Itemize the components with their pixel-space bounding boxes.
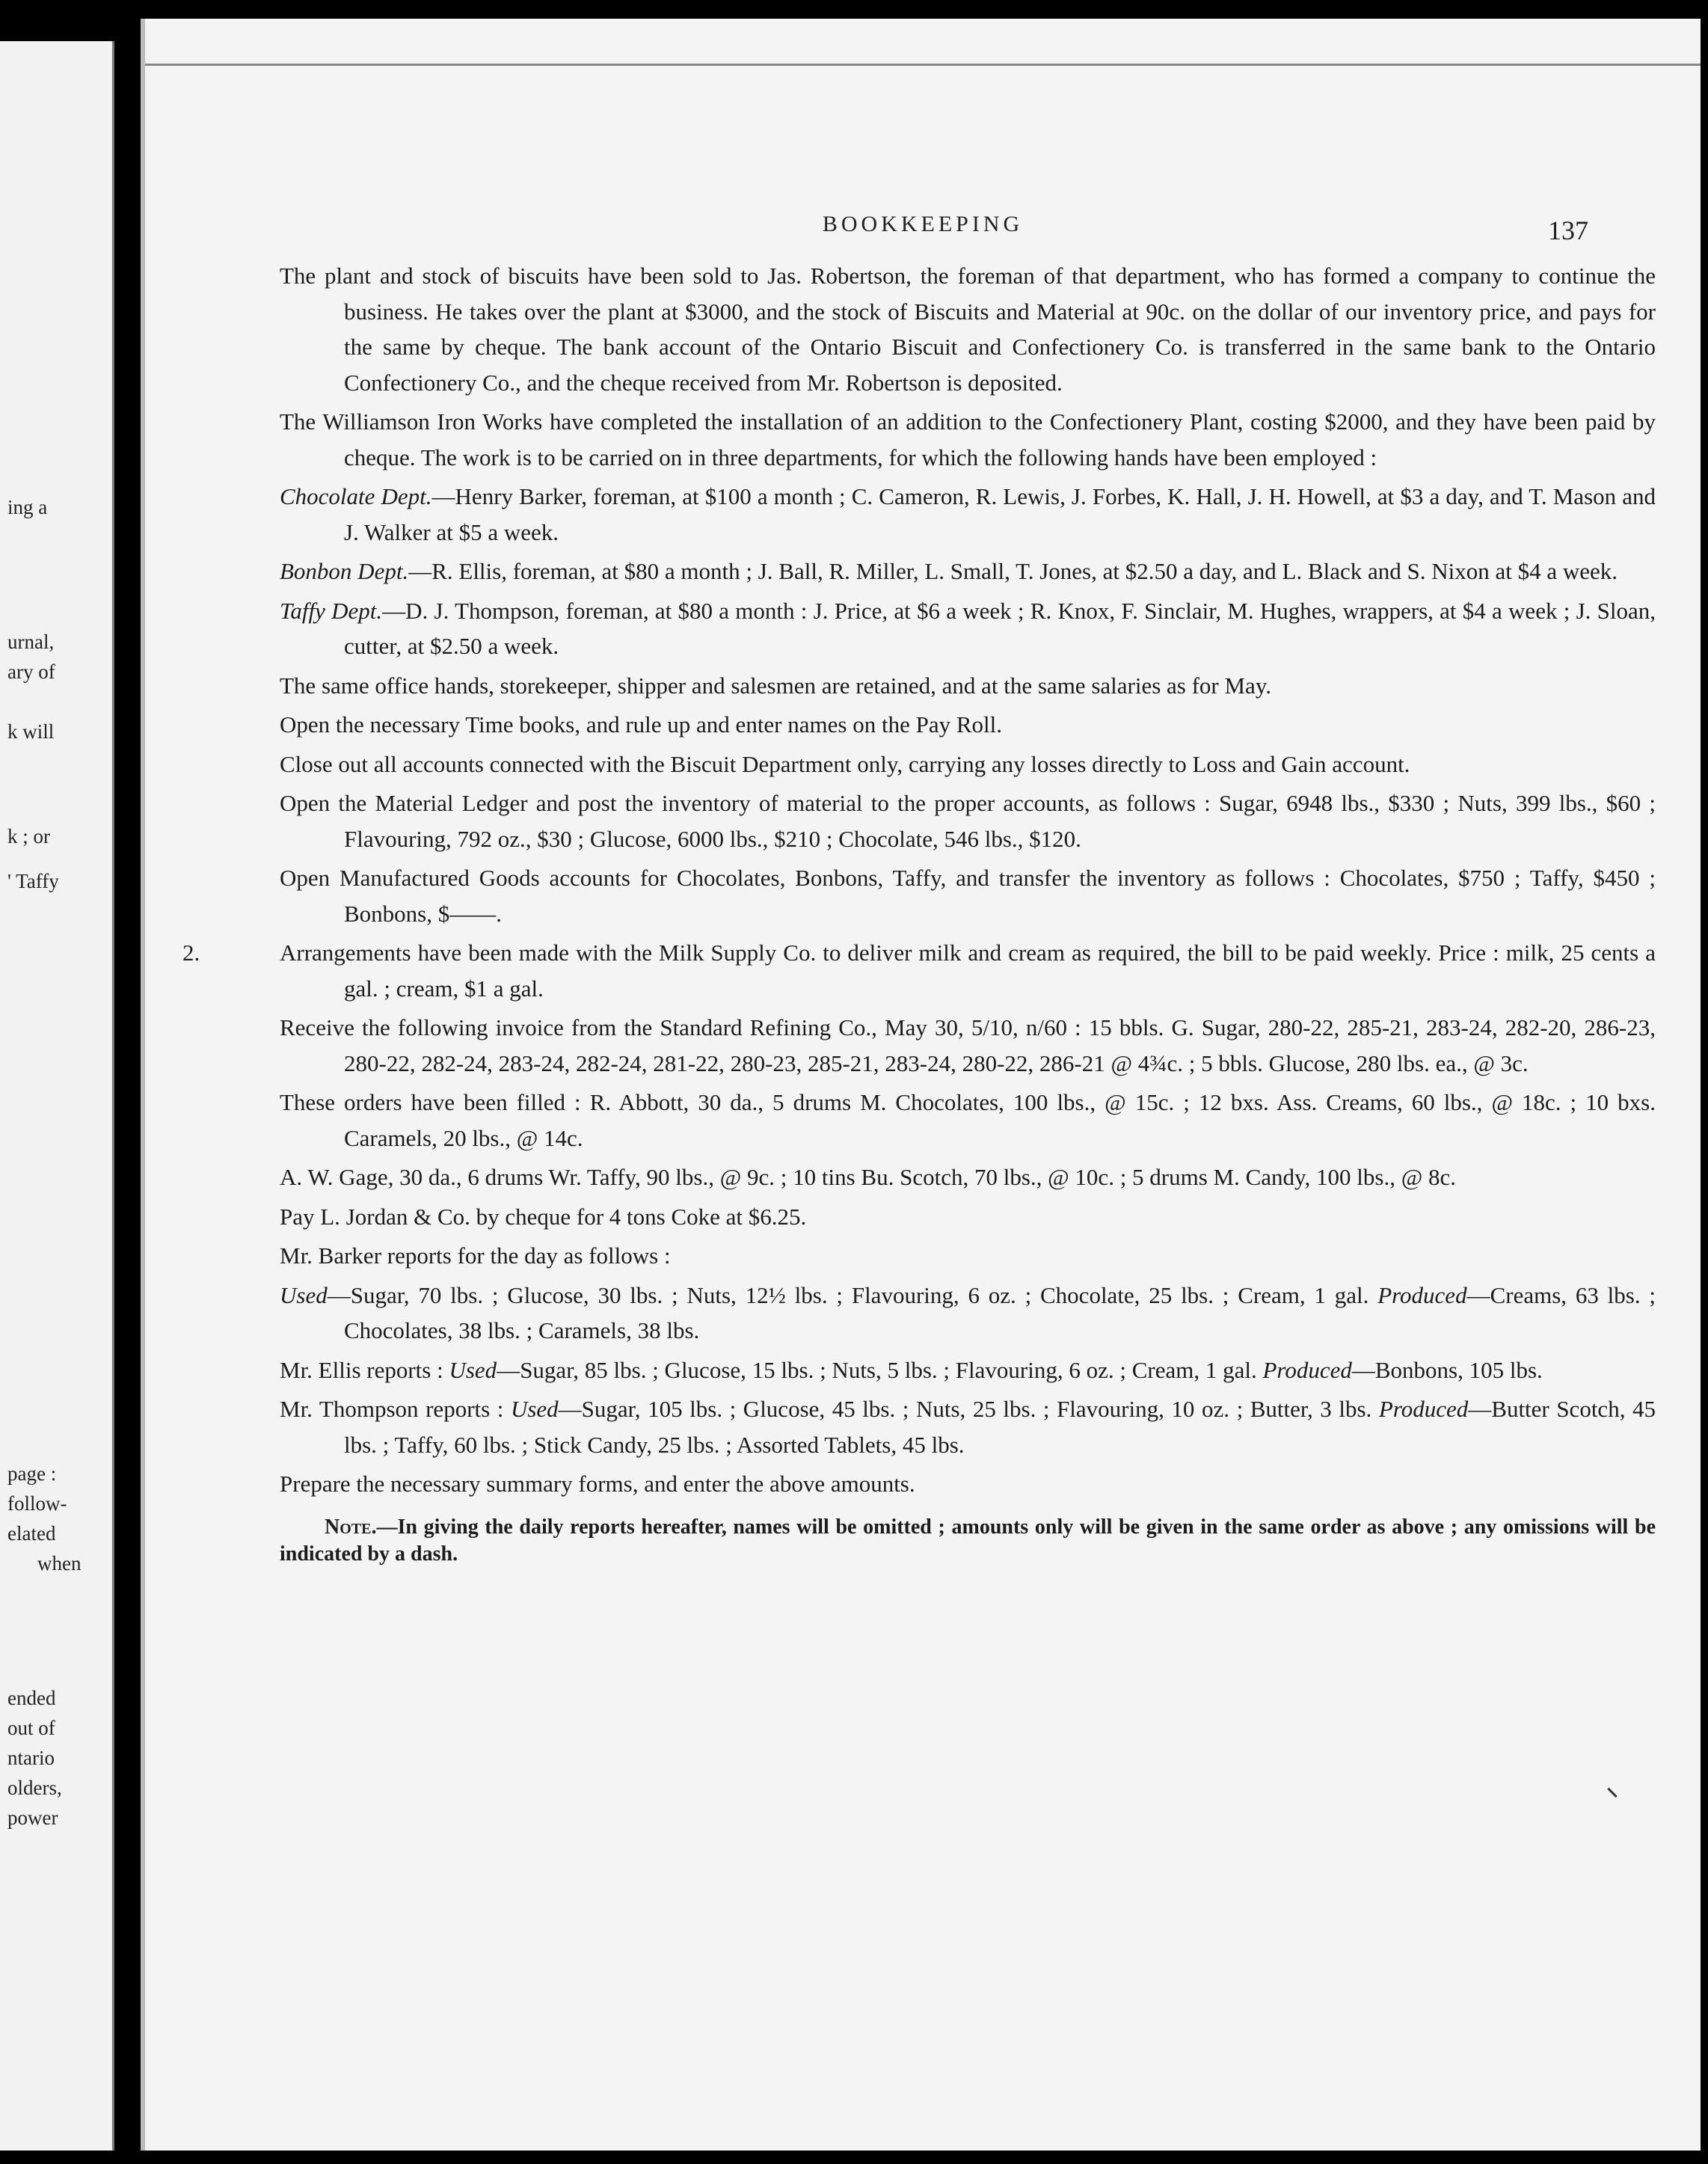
top-rule: [145, 64, 1701, 66]
page-body: [182, 258, 1656, 1589]
note-text: —In giving the daily reports hereafter, names will be omitted ; amounts only will be given in the same order as above ; any omissions will be indicated by a dash.: [280, 1515, 1656, 1566]
produced-label: Produced: [1262, 1356, 1352, 1383]
section-2-first-paragraph: [182, 935, 1656, 1006]
department-label: Bonbon Dept.: [280, 558, 409, 584]
paragraph: Open the necessary Time books, and rule up and enter names on the Pay Roll.: [280, 711, 1002, 738]
left-fragment: elated: [7, 1522, 56, 1545]
paragraph: Open Manufactured Goods accounts for Chocolates, Bonbons, Taffy, and transfer the inventory as follows : Chocolates, $750 ; Taffy, $450 ; Bonbons, $——.: [280, 865, 1656, 927]
book-page: [141, 19, 1701, 2151]
produced-text: —Creams, 63 lbs. ; Chocolates, 38 lbs. ; Caramels, 38 lbs.: [344, 1281, 1656, 1343]
stray-mark: [1607, 1788, 1617, 1797]
used-text: —Sugar, 85 lbs. ; Glucose, 15 lbs. ; Nuts, 5 lbs. ; Flavouring, 6 oz. ; Cream, 1 gal.: [497, 1356, 1257, 1383]
produced-label: Produced: [1378, 1396, 1469, 1422]
department-text: —R. Ellis, foreman, at $80 a month ; J. Ball, R. Miller, L. Small, T. Jones, at $2.50 a day, and L. Black and S. Nixon at $4 a week.: [408, 558, 1618, 584]
report-entry: [280, 1278, 1656, 1349]
paragraph-text: Arrangements have been made with the Milk Supply Co. to deliver milk and cream as required, the bill to be paid weekly. Price : milk, 25 cents a gal. ; cream, $1 a gal.: [280, 940, 1656, 1002]
paragraph: Close out all accounts connected with the Biscuit Department only, carrying any losses directly to Loss and Gain account.: [280, 750, 1410, 777]
used-label: Used: [510, 1396, 559, 1422]
paragraph: Mr. Barker reports for the day as follows :: [280, 1242, 671, 1269]
produced-label: Produced: [1377, 1281, 1467, 1308]
paragraph: The plant and stock of biscuits have been sold to Jas. Robertson, the foreman of that department, who has formed a company to continue the business. He takes over the plant at $3000, and the stock of Biscuits and Material at 90c. on the dollar of our inventory price, and pays for the same by cheque. The bank account of the Ontario Biscuit and Confectionery Co. is transferred in the same bank to the Ontario Confectionery Co., and the cheque received from Mr. Robertson is deposited.: [280, 263, 1656, 396]
left-page-edge: [0, 41, 114, 2151]
used-label: Used: [449, 1356, 497, 1383]
paragraph: The Williamson Iron Works have completed the installation of an addition to the Confectionery Plant, costing $2000, and they have been paid by cheque. The work is to be carried on in three departments, for which the following hands have been employed :: [280, 408, 1656, 470]
left-fragment: urnal,: [7, 631, 55, 653]
left-fragment: olders,: [7, 1777, 62, 1799]
left-fragment: ended: [7, 1687, 56, 1709]
left-fragment: k will: [7, 720, 55, 743]
paragraph: Open the Material Ledger and post the inventory of material to the proper accounts, as follows : Sugar, 6948 lbs., $330 ; Nuts, 399 lbs., $60 ; Flavouring, 792 oz., $30 ; Glucose, 6000 lbs., $210 ; Chocolate, 546 lbs., $120.: [280, 790, 1656, 852]
left-fragment: out of: [7, 1717, 55, 1739]
department-entry: [280, 593, 1656, 664]
footnote: [280, 1514, 1656, 1568]
report-lead: Mr. Thompson reports :: [280, 1396, 511, 1422]
produced-text: —Butter Scotch, 45 lbs. ; Taffy, 60 lbs. ; Stick Candy, 25 lbs. ; Assorted Tablets, 45 lbs.: [344, 1396, 1656, 1458]
department-text: —Henry Barker, foreman, at $100 a month ; C. Cameron, R. Lewis, J. Forbes, K. Hall, J. H. Howell, at $3 a day, and T. Mason and J. Walker at $5 a week.: [344, 483, 1656, 545]
paragraph: Pay L. Jordan & Co. by cheque for 4 tons Coke at $6.25.: [280, 1203, 807, 1230]
page-number: 137: [1548, 215, 1588, 245]
paragraph: Receive the following invoice from the Standard Refining Co., May 30, 5/10, n/60 : 15 bbls. G. Sugar, 280-22, 285-21, 283-24, 282-20, 286-23, 280-22, 282-24, 283-24, 282-24, 281-22, 280-23, 285-21, 283-24, 280-22, 286-21 @ 4¾c. ; 5 bbls. Glucose, 280 lbs. ea., @ 3c.: [280, 1014, 1656, 1076]
department-label: Taffy Dept.: [280, 597, 383, 624]
left-fragment: when: [37, 1552, 82, 1575]
left-fragment: ' Taffy: [7, 870, 59, 892]
report-lead: Mr. Ellis reports :: [280, 1356, 449, 1383]
department-text: —D. J. Thompson, foreman, at $80 a month : J. Price, at $6 a week ; R. Knox, F. Sinclair, M. Hughes, wrappers, at $4 a week ; J. Sloan, cutter, at $2.50 a week.: [344, 597, 1656, 659]
left-fragment: follow-: [7, 1492, 67, 1515]
closing-instruction: Prepare the necessary summary forms, and enter the above amounts.: [280, 1471, 915, 1497]
report-entry: [280, 1391, 1656, 1462]
paragraph: These orders have been filled : R. Abbott, 30 da., 5 drums M. Chocolates, 100 lbs., @ 15c. ; 12 bxs. Ass. Creams, 60 lbs., @ 18c. ; 10 bxs. Caramels, 20 lbs., @ 14c.: [280, 1089, 1656, 1151]
note-head: Note.: [325, 1515, 377, 1539]
used-text: —Sugar, 105 lbs. ; Glucose, 45 lbs. ; Nuts, 25 lbs. ; Flavouring, 10 oz. ; Butter, 3 lbs.: [558, 1396, 1372, 1422]
used-label: Used: [280, 1281, 328, 1308]
left-fragment: ntario: [7, 1747, 55, 1769]
left-fragment: ary of: [7, 660, 55, 683]
department-label: Chocolate Dept.: [280, 483, 432, 509]
department-entry: [280, 554, 1656, 589]
paragraph: The same office hands, storekeeper, shipper and salesmen are retained, and at the same salaries as for May.: [280, 672, 1272, 699]
report-entry: [280, 1352, 1656, 1388]
used-text: —Sugar, 70 lbs. ; Glucose, 30 lbs. ; Nuts, 12½ lbs. ; Flavouring, 6 oz. ; Chocolate, 25 lbs. ; Cream, 1 gal.: [327, 1281, 1369, 1308]
running-head: BOOKKEEPING: [822, 212, 1024, 236]
left-fragment: page :: [7, 1462, 57, 1485]
section-number: 2.: [182, 940, 200, 966]
left-fragment: k ; or: [7, 825, 50, 847]
left-fragment: ing a: [7, 496, 48, 518]
paragraph: A. W. Gage, 30 da., 6 drums Wr. Taffy, 90 lbs., @ 9c. ; 10 tins Bu. Scotch, 70 lbs., @ 10c. ; 5 drums M. Candy, 100 lbs., @ 8c.: [280, 1164, 1457, 1190]
left-fragment: power: [7, 1806, 58, 1829]
department-entry: [280, 479, 1656, 550]
produced-text: —Bonbons, 105 lbs.: [1351, 1356, 1543, 1383]
